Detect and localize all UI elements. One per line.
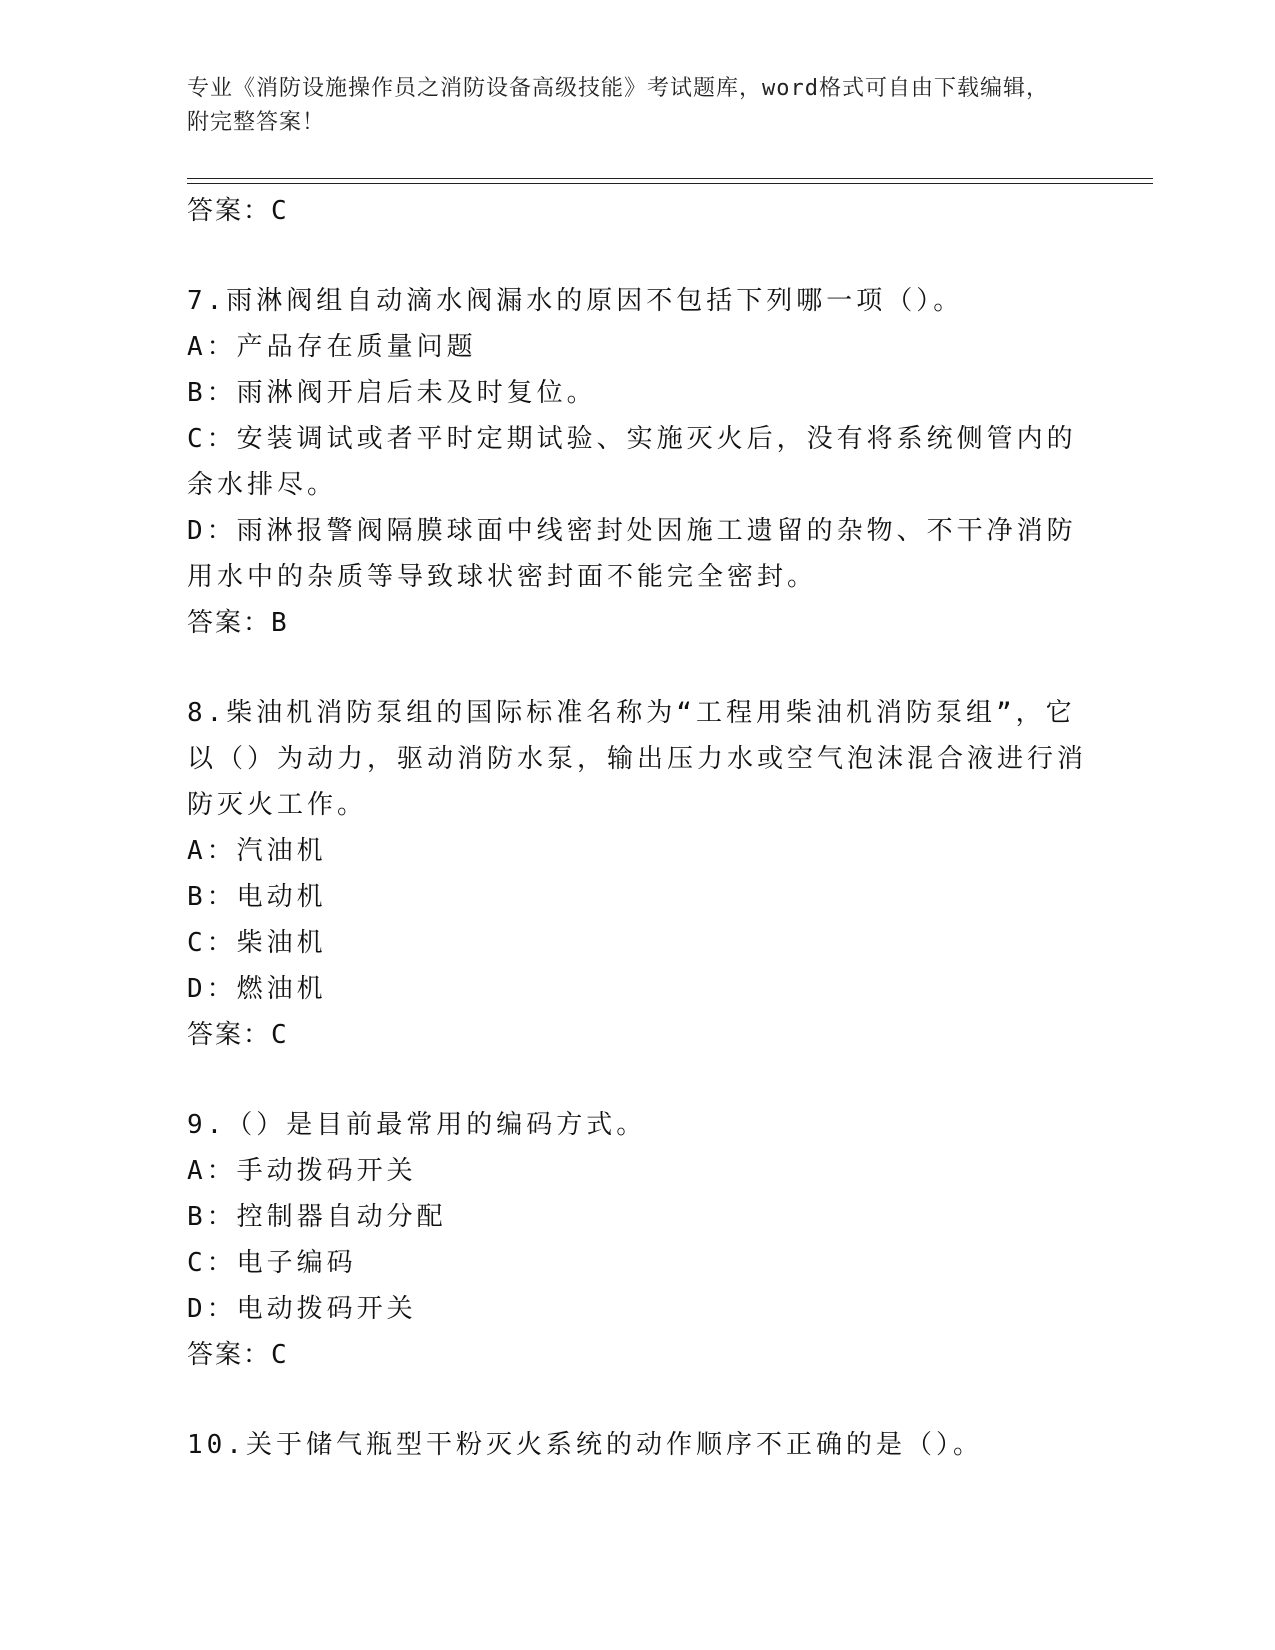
option-c: C：柴油机 (187, 928, 327, 958)
header-text: 专业《消防设施操作员之消防设备高级技能》考试题库，word格式可自由下载编辑，附完整答案！ (187, 76, 1049, 135)
option-d: D：电动拨码开关 (187, 1294, 417, 1324)
answer-line: 答案：C (187, 1020, 289, 1050)
option-d: D：燃油机 (187, 974, 327, 1004)
answer-line: 答案：B (187, 608, 289, 638)
option-a: A：汽油机 (187, 836, 327, 866)
option-c: C：安装调试或者平时定期试验、实施灭火后，没有将系统侧管内的余水排尽。 (187, 424, 1077, 500)
option-a: A：产品存在质量问题 (187, 332, 477, 362)
question-stem: 8.柴油机消防泵组的国际标准名称为“工程用柴油机消防泵组”，它以（）为动力，驱动消防水泵，输出压力水或空气泡沫混合液进行消防灭火工作。 (187, 698, 1088, 820)
option-d: D：雨淋报警阀隔膜球面中线密封处因施工遗留的杂物、不干净消防用水中的杂质等导致球状密封面不能完全密封。 (187, 516, 1077, 592)
question-9 (187, 1102, 1087, 1378)
option-c: C：电子编码 (187, 1248, 357, 1278)
option-b: B：控制器自动分配 (187, 1202, 447, 1232)
option-b: B：雨淋阀开启后未及时复位。 (187, 378, 597, 408)
question-stem: 7.雨淋阀组自动滴水阀漏水的原因不包括下列哪一项（）。 (187, 286, 964, 316)
option-a: A：手动拨码开关 (187, 1156, 417, 1186)
option-b: B：电动机 (187, 882, 327, 912)
question-stem: 10.关于储气瓶型干粉灭火系统的动作顺序不正确的是（）。 (187, 1430, 983, 1460)
answer-line: 答案：C (187, 196, 289, 226)
question-7 (187, 278, 1087, 646)
question-stem: 9.（）是目前最常用的编码方式。 (187, 1110, 647, 1140)
header-rule-bottom (187, 183, 1153, 184)
header-rule-top (187, 178, 1153, 179)
question-8 (187, 690, 1087, 1058)
question-10 (187, 1422, 1087, 1468)
exam-content (187, 188, 1087, 1468)
answer-line: 答案：C (187, 1340, 289, 1370)
